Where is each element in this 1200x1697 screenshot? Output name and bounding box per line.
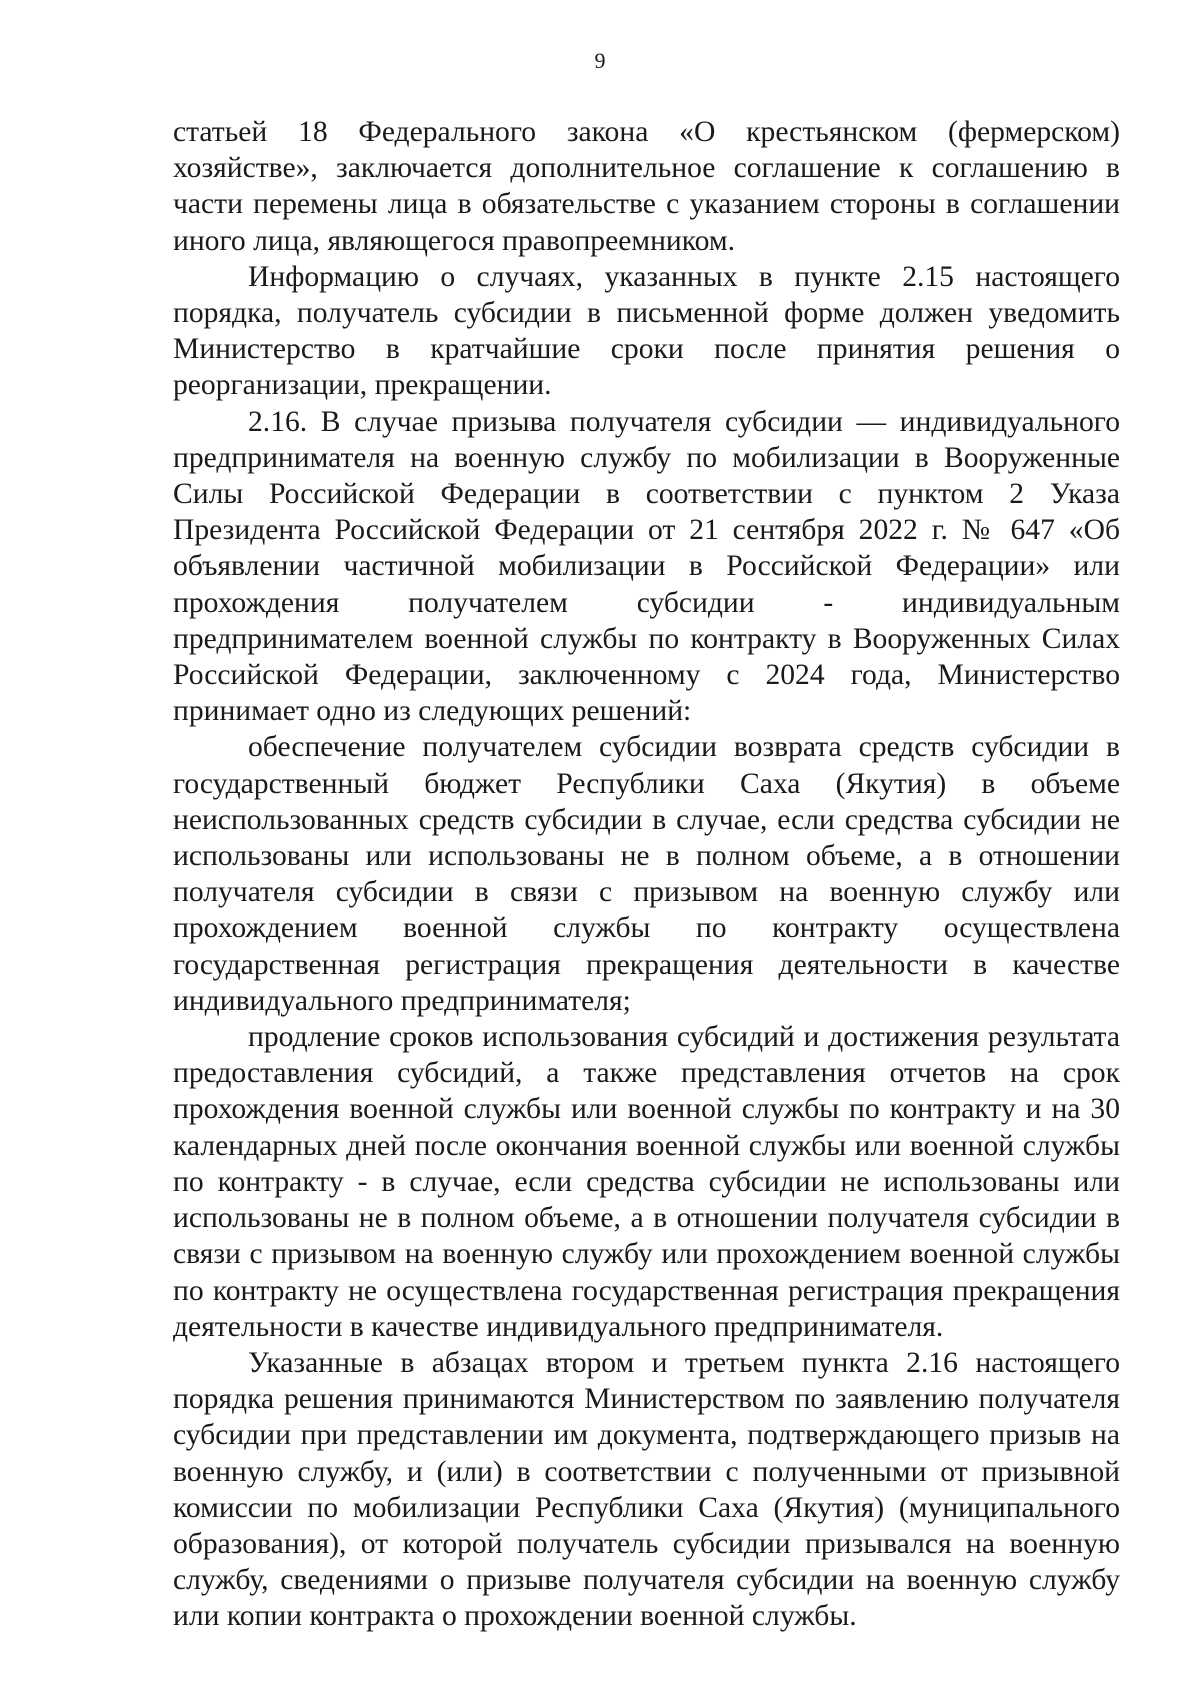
paragraph-decision-basis: Указанные в абзацах втором и третьем пункта 2.16 настоящего порядка решения принимаются Министерством по заявлению получателя субсидии при представлении им документа, подтверждающего призыв на военную службу, и (или) в соответствии с полученными от призывной комиссии по мобилизации Республики Саха (Якутия) (муниципального образования), от которой получатель субсидии призывался на военную службу, сведениями о призыве получателя субсидии на военную службу или копии контракта о прохождении военной службы. (173, 1346, 1120, 1633)
document-body (173, 114, 1120, 1635)
paragraph-notification: Информацию о случаях, указанных в пункте 2.15 настоящего порядка, получатель субсидии в письменной форме должен уведомить Министерство в кратчайшие сроки после принятия решения о реорганизации, прекращении. (173, 260, 1120, 402)
paragraph-decision-return: обеспечение получателем субсидии возврата средств субсидии в государственный бюджет Республики Саха (Якутия) в объеме неиспользованных средств субсидии в случае, если средства субсидии не использованы или использованы не в полном объеме, а в отношении получателя субсидии в связи с призывом на военную службу или прохождением военной службы по контракту осуществлена государственная регистрация прекращения деятельности в качестве индивидуального предпринимателя; (173, 731, 1120, 1017)
paragraph-continuation: статьей 18 Федерального закона «О крестьянском (фермерском) хозяйстве», заключается дополнительное соглашение к соглашению в части перемены лица в обязательстве с указанием стороны в соглашении иного лица, являющегося правопреемником. (173, 116, 1120, 257)
paragraph-2-16: 2.16. В случае призыва получателя субсидии — индивидуального предпринимателя на военную службу по мобилизации в Вооруженные Силы Российской Федерации в соответствии с пунктом 2 Указа Президента Российской Федерации от 21 сентября 2022 г. № 647 «Об объявлении частичной мобилизации в Российской Федерации» или прохождения получателем субсидии - индивидуальным предпринимателем военной службы по контракту в Вооруженных Силах Российской Федерации, заключенному с 2024 года, Министерство принимает одно из следующих решений: (173, 405, 1120, 728)
paragraph-decision-extension: продление сроков использования субсидий и достижения результата предоставления субсидий, а также представления отчетов на срок прохождения военной службы или военной службы по контракту и на 30 календарных дней после окончания военной службы или военной службы по контракту - в случае, если средства субсидии не использованы или использованы не в полном объеме, а в отношении получателя субсидии в связи с призывом на военную службу или прохождением военной службы по контракту не осуществлена государственная регистрация прекращения деятельности в качестве индивидуального предпринимателя. (173, 1021, 1120, 1343)
page-number: 9 (594, 48, 606, 73)
